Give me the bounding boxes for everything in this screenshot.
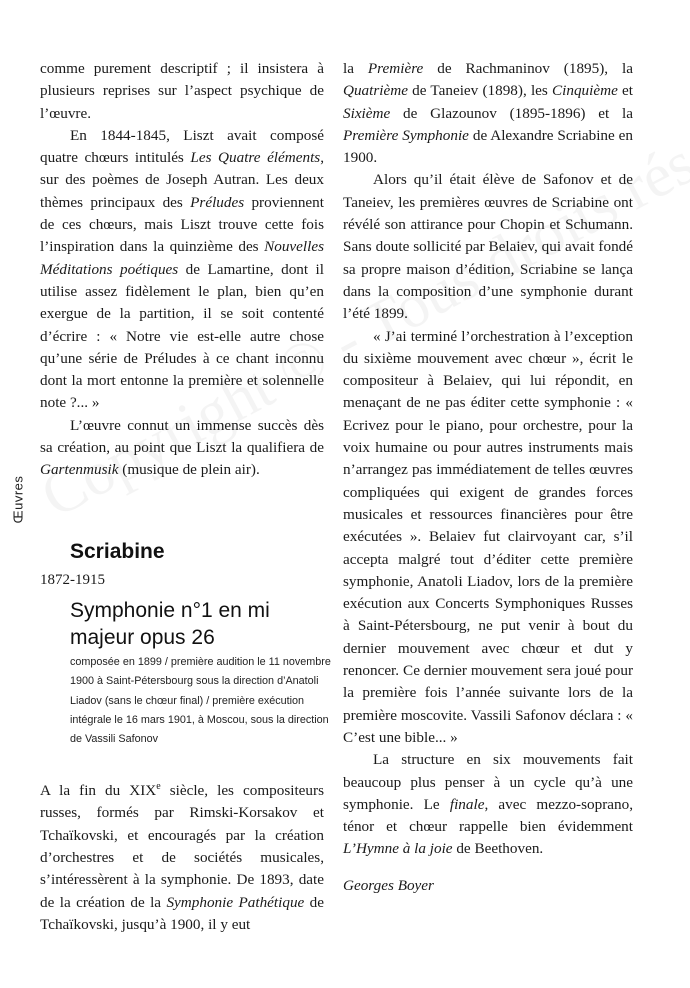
left-column-bottom <box>40 776 324 936</box>
paragraph: « J’ai terminé l’orchestration à l’exception du sixième mouvement avec chœur », écrit le compositeur à Belaiev, qui lui répondit, en menaçant de ne pas éditer cette symphonie : « Ecrivez pour le piano, pour orchestre, pour la voix humaine ou pour autres instruments mais n’arrangez pas immédiatement de telles œuvres compliquées qui exigent de grandes forces musicales et ressources financières pour être exécutées ». Belaiev fut clairvoyant car, s’il accepta malgré tout d’éditer cette première symphonie, Anatoli Liadov, lors de la première exécution aux Concerts Symphoniques Russes à Saint-Pétersbourg, ne put venir à bout du dernier mouvement avec chœur et dut y renoncer. Ce dernier mouvement sera joué pour la première fois l’année suivante lors de la première moscovite. Vassili Safonov déclara : « C’est une bible... » <box>343 327 633 746</box>
composer-name: Scriabine <box>70 540 165 563</box>
right-column <box>343 58 633 897</box>
composer-dates: 1872-1915 <box>40 572 105 588</box>
paragraph: la Première de Rachmaninov (1895), la Quatrième de Taneiev (1898), les Cinquième et Sixième de Glazounov (1895-1896) et la Première Symphonie de Alexandre Scriabine en 1900. <box>343 60 633 167</box>
paragraph: comme purement descriptif ; il insistera à plusieurs reprises sur l’aspect psychique de l’œuvre. <box>40 60 324 122</box>
paragraph: A la fin du XIXe siècle, les compositeurs russes, formés par Rimski-Korsakov et Tchaïkovski, et encouragés par la création d’orchestres et de sociétés musicales, s’intéressèrent à la symphonie. De 1893, date de la création de la Symphonie Pathétique de Tchaïkovski, jusqu’à 1900, il y eut <box>40 781 325 933</box>
paragraph: Alors qu’il était élève de Safonov et de Taneiev, les premières œuvres de Scriabine ont révélé son attirance pour Chopin et Schumann. Sans doute sollicité par Belaiev, qui avait fondé sa propre maison d’édition, Scriabine se lança dans la composition d’une symphonie durant l’été 1899. <box>343 171 633 323</box>
paragraph: La structure en six mouvements fait beaucoup plus penser à un cycle qu’à une symphonie. Le finale, avec mezzo-soprano, ténor et chœur rappelle bien évidemment L’Hymne à la joie de Beethoven. <box>343 751 633 858</box>
section-side-label: Œuvres <box>10 475 26 524</box>
work-title: Symphonie n°1 en mi majeur opus 26 <box>70 599 270 649</box>
work-details: composée en 1899 / première audition le 11 novembre 1900 à Saint-Pétersbourg sous la direction d’Anatoli Liadov (sans le chœur final) / première exécution intégrale le 16 mars 1901, à Moscou, sous la direction de Vassili Safonov <box>70 656 331 746</box>
left-column-top <box>40 58 324 482</box>
paragraph: L’œuvre connut un immense succès dès sa création, au point que Liszt la qualifiera de Gartenmusik (musique de plein air). <box>40 416 324 479</box>
author-signature: Georges Boyer <box>343 876 434 894</box>
paragraph: En 1844-1845, Liszt avait composé quatre chœurs intitulés Les Quatre éléments, sur des poèmes de Joseph Autran. Les deux thèmes principaux des Préludes proviennent de ces chœurs, mais Liszt trouve cette fois l’inspiration dans la quinzième des Nouvelles Méditations poétiques de Lamartine, dont il utilise assez fidèlement le plan, bien qu’en exergue de la partition, il se soit contenté d’écrire : « Notre vie est-elle autre chose qu’une série de Préludes à ce chant inconnu dont la mort entonne la première et solennelle note ?... » <box>40 126 324 412</box>
